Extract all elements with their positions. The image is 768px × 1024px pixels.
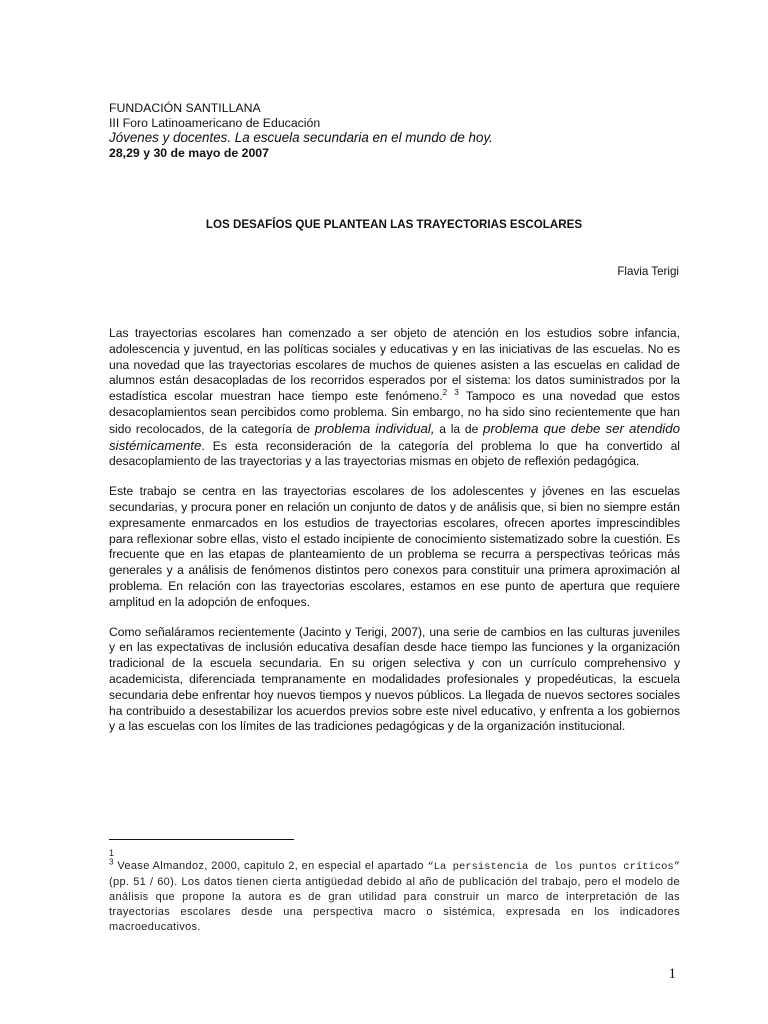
paragraph-2: Este trabajo se centra en las trayectorias escolares de los adolescentes y jóvenes en las escuelas secundarias, y procura poner en relación un conjunto de datos y de análisis que, si bien no siempre están expresamente enmarcados en los estudios de trayectorias escolares, ofrecen aportes imprescindibles para reflexionar sobre ellas, visto el estado incipiente de conocimiento sistematizado sobre la cuestión. Es frecuente que en las etapas de planteamiento de un problema se recurra a perspectivas teóricas más generales y a análisis de fenómenos distintos pero conexos para constituir una primera aproximación al problema. En relación con las trayectorias escolares, estamos en ese punto de apertura que requiere amplitud en la adopción de enfoques. xyxy=(109,484,680,609)
organization-name: FUNDACIÓN SANTILLANA xyxy=(109,101,261,115)
document-body xyxy=(109,326,680,749)
paragraph-1-text-d: . Es esta reconsideración de la categoría del problema lo que ha convertido al desacoplamiento de las trayectorias y a las trayectorias mismas en objeto de reflexión pedagógica. xyxy=(109,438,680,469)
footnote-quoted-section: “La persistencia de los puntos críticos” xyxy=(427,861,680,873)
author-name: Flavia Terigi xyxy=(617,265,679,278)
footnote-number-1: 1 xyxy=(109,848,115,858)
forum-name: III Foro Latinoamericano de Educación xyxy=(109,115,321,130)
footnote-ref-2: 2 xyxy=(442,388,448,398)
footnote-ref-3: 3 xyxy=(454,388,459,398)
paragraph-1-text-c: a la de xyxy=(434,421,484,436)
footnote-text-a: Vease Almandoz, 2000, capitulo 2, en especial el apartado xyxy=(113,860,428,872)
paragraph-1-text-a: Las trayectorias escolares han comenzado a ser objeto de atención en los estudios sobre infancia, adolescencia y juventud, en las políticas sociales y educativas y en las iniciativas de las escuelas. No es una novedad que las trayectorias escolares de muchos de quienes asisten a las escuelas en calidad de alumnos están desacopladas de los recorridos esperados por el sistema: los datos suministrados por la estadística escolar muestran hace tiempo este fenómeno. xyxy=(109,326,680,404)
document-header xyxy=(109,101,669,161)
forum-theme: Jóvenes y docentes. La escuela secundaria en el mundo de hoy. xyxy=(109,130,493,145)
page-number: 1 xyxy=(668,966,676,982)
paragraph-1 xyxy=(109,326,680,470)
footnotes xyxy=(109,848,680,935)
paragraph-1-text-b: Tampoco es una novedad que estos desacoplamientos sean percibidos como problema. Sin embargo, no ha sido sino recientemente que han sido recolocados, de la categoría de xyxy=(109,389,680,436)
emphasis-systemic-problem: problema que debe ser atendido sistémicamente xyxy=(109,420,680,453)
footnote-separator xyxy=(109,839,294,840)
footnote-number-3: 3 xyxy=(109,857,114,867)
paragraph-3: Como señaláramos recientemente (Jacinto y Terigi, 2007), una serie de cambios en las culturas juveniles y en las expectativas de inclusión educativa desafían desde hace tiempo las funciones y la organización tradicional de la escuela secundaria. En su origen selectiva y con un currículo comprehensivo y academicista, diferenciada tempranamente en modalidades profesionales y propedéuticas, la escuela secundaria debe enfrentar hoy nuevos tiempos y nuevos públicos. La llegada de nuevos sectores sociales ha contribuido a desestabilizar los acuerdos previos sobre este nivel educativo, y enfrenta a los gobiernos y a las escuelas con los límites de las tradiciones pedagógicas y de la organización institucional. xyxy=(109,624,680,734)
emphasis-individual-problem: problema individual, xyxy=(314,420,435,436)
forum-dates: 28,29 y 30 de mayo de 2007 xyxy=(109,146,269,160)
footnote-3 xyxy=(109,857,680,933)
document-title: LOS DESAFÍOS QUE PLANTEAN LAS TRAYECTORIAS ESCOLARES xyxy=(205,218,583,231)
footnote-text-b: (pp. 51 / 60). Los datos tienen cierta antigüedad debido al año de publicación del trabajo, pero el modelo de análisis que propone la autora es de gran utilidad para construir un marco de interpretación de las trayectorias escolares desde una perspectiva macro o sistémica, expresada en los indicadores macroeducativos. xyxy=(109,876,680,933)
